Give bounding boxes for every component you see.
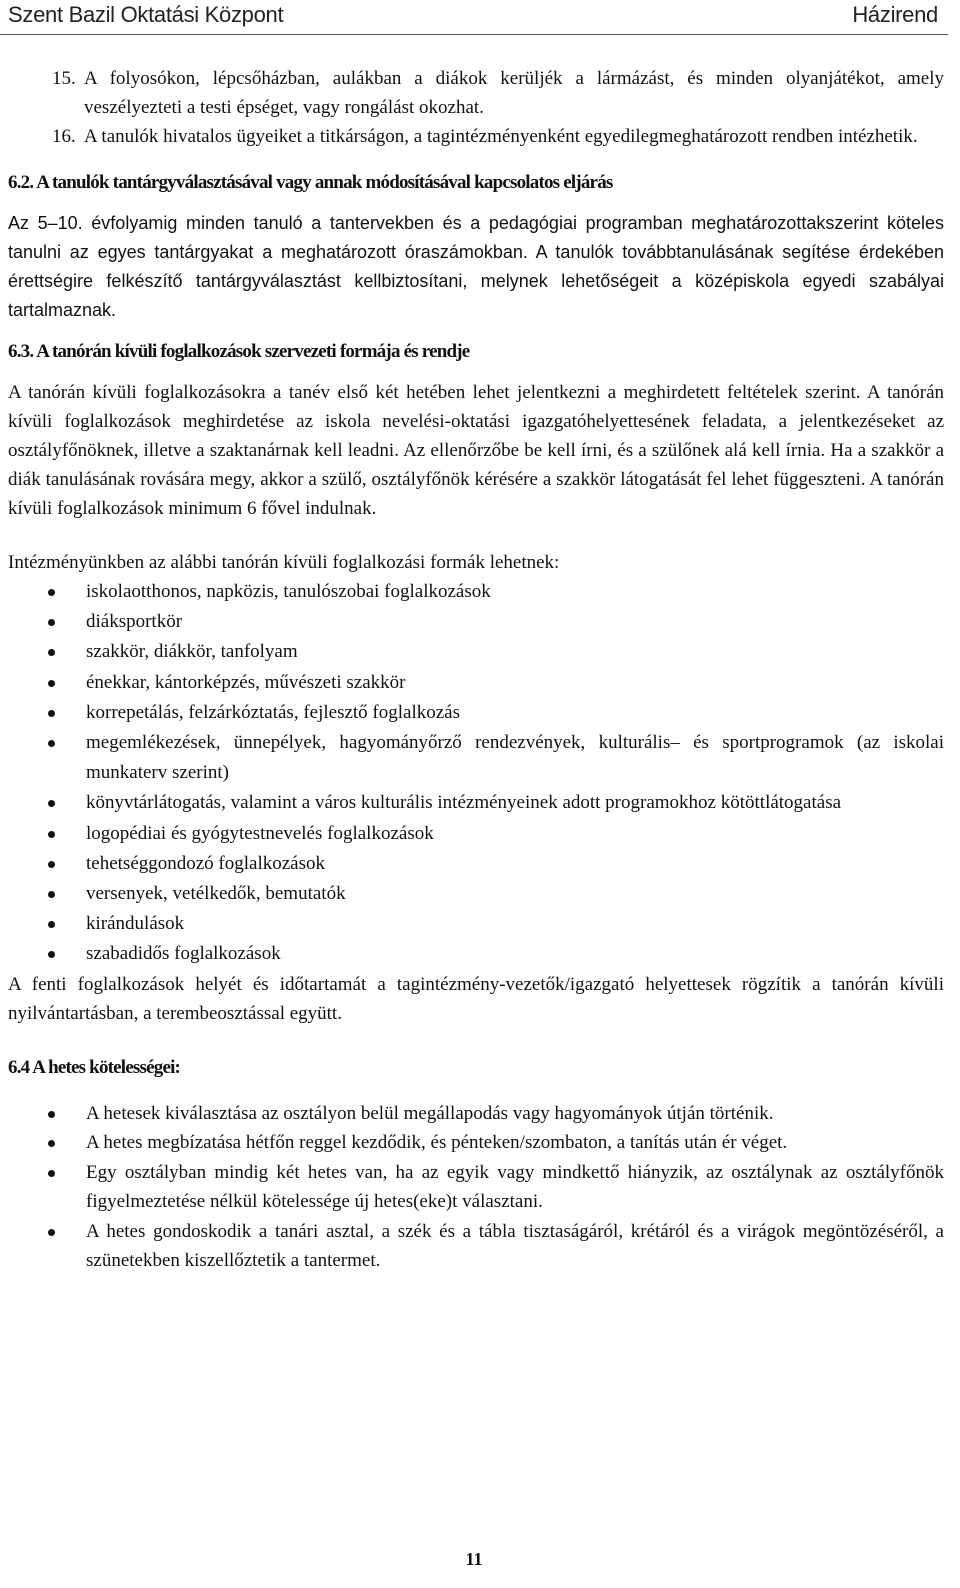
bullet-icon <box>48 800 55 807</box>
list-item-text: megemlékezések, ünnepélyek, hagyományőrző rendezvények, kulturális– és sportprogramok (az iskolai munkaterv szerint) <box>86 732 944 784</box>
bullet-icon <box>48 680 55 687</box>
activity-forms-intro: Intézményünkben az alábbi tanórán kívüli foglalkozási formák lehetnek: <box>8 552 560 573</box>
section-6-3-paragraph: A tanórán kívüli foglalkozásokra a tanév első két hetében lehet jelentkezni a meghirdetett feltételek szerint. A tanórán kívüli foglalkozások meghirdetése az iskola nevelési-oktatási igazgatóhelyettesének feladata, a jelentkezéseket az osztályfőnöknek, illetve a szaktanárnak kell leadni. Az ellenőrzőbe be kell írni, és a szülőnek alá kell írnia. Ha a szakkör a diák tanulásának rovására megy, akkor a szülő, osztályfőnök kérésére a szakkör látogatását fel lehet függeszteni. A tanórán kívüli foglalkozások minimum 6 fővel indulnak. <box>8 382 944 519</box>
list-item <box>8 577 944 607</box>
list-item <box>8 1099 944 1129</box>
rule-number: 16. <box>52 126 76 147</box>
list-item <box>8 788 944 818</box>
bullet-icon <box>48 951 55 958</box>
list-item <box>8 668 944 698</box>
list-item <box>8 819 944 849</box>
list-item-text: diáksportkör <box>86 611 183 633</box>
bullet-icon <box>48 861 55 868</box>
list-item <box>8 728 944 788</box>
bullet-icon <box>48 1229 55 1236</box>
list-item-text: A hetes megbízatása hétfőn reggel kezdődik, és pénteken/szombaton, a tanítás után ér véget. <box>86 1132 788 1154</box>
rule-item <box>8 122 944 151</box>
bullet-icon <box>48 619 55 626</box>
activity-forms-closing: A fenti foglalkozások helyét és időtartamát a tagintézmény-vezetők/igazgató helyettesek rögzítik a tanórán kívüli nyilvántartásban, a terembeosztással együtt. <box>8 973 944 1024</box>
section-heading-6-3: 6.3. A tanórán kívüli foglalkozások szervezeti formája és rendje <box>8 341 470 362</box>
page-header <box>0 0 948 35</box>
list-item <box>8 698 944 728</box>
rules-list <box>8 64 944 151</box>
list-item-text: versenyek, vetélkedők, bemutatók <box>86 883 346 905</box>
activity-forms-list <box>8 577 944 970</box>
section-6-2-paragraph <box>8 209 944 325</box>
bullet-icon <box>48 740 55 747</box>
list-item <box>8 607 944 637</box>
list-item <box>8 1128 944 1158</box>
section-heading-6-2: 6.2. A tanulók tantárgyválasztásával vagy annak módosításával kapcsolatos eljárás <box>8 172 613 193</box>
bullet-icon <box>48 1111 55 1118</box>
bullet-icon <box>48 1170 55 1177</box>
list-item <box>8 849 944 879</box>
rule-text: A tanulók hivatalos ügyeiket a titkárságon, a tagintézményenként egyedilegmeghatározott rendben intézhetik. <box>84 126 918 147</box>
list-item-text: logopédiai és gyógytestnevelés foglalkozások <box>86 822 434 844</box>
list-item-text: korrepetálás, felzárkóztatás, fejlesztő foglalkozás <box>86 701 461 723</box>
list-item <box>8 1217 944 1276</box>
bullet-icon <box>48 710 55 717</box>
list-item-text: iskolaotthonos, napközis, tanulószobai foglalkozások <box>86 581 491 602</box>
list-item-text: A hetesek kiválasztása az osztályon belül megállapodás vagy hagyományok útján történik. <box>86 1102 774 1124</box>
rule-number: 15. <box>52 68 76 89</box>
bullet-icon <box>48 921 55 928</box>
list-item <box>8 939 944 969</box>
list-item <box>8 1158 944 1217</box>
list-item-text: könyvtárlátogatás, valamint a város kulturális intézményeinek adott programokhoz kötöttlátogatása <box>86 792 842 814</box>
list-item <box>8 909 944 939</box>
weekly-duty-list <box>8 1099 944 1276</box>
section-heading-6-4: 6.4 A hetes kötelességei: <box>8 1056 181 1078</box>
list-item-text: Egy osztályban mindig két hetes van, ha az egyik vagy mindkettő hiányzik, az osztálynak az osztályfőnök figyelmeztetése nélkül kötelessége új hetes(eke)t választani. <box>86 1161 944 1213</box>
bullet-icon <box>48 649 55 656</box>
page-number: 11 <box>465 1549 483 1569</box>
rule-text: A folyosókon, lépcsőházban, aulákban a diákok kerüljék a lármázást, és minden olyanjátékot, amely veszélyezteti a testi épséget, vagy rongálást okozhat. <box>84 68 944 118</box>
list-item <box>8 637 944 667</box>
list-item-text: szabadidős foglalkozások <box>86 943 281 965</box>
list-item <box>8 879 944 909</box>
bullet-icon <box>48 1140 55 1147</box>
bullet-icon <box>48 589 55 596</box>
header-document-title: Házirend <box>852 2 938 27</box>
list-item-text: énekkar, kántorképzés, művészeti szakkör <box>86 671 406 693</box>
list-item-text: tehetséggondozó foglalkozások <box>86 852 326 874</box>
list-item-text: szakkör, diákkör, tanfolyam <box>86 641 298 663</box>
rule-item <box>8 64 944 122</box>
list-item-text: kirándulások <box>86 913 185 935</box>
list-item-text: A hetes gondoskodik a tanári asztal, a szék és a tábla tisztaságáról, krétáról és a virágok megöntözéséről, a szünetekben kiszellőztetik a tantermet. <box>86 1220 944 1272</box>
section-6-2-sentence-2: A tanulók továbbtanulásának segítése érdekében érettségire felkészítő tantárgyválasztást kellbiztosítani, melynek lehetőségeit a középiskola egyedi szabályai tartalmaznak. <box>8 242 945 320</box>
bullet-icon <box>48 891 55 898</box>
header-school-name: Szent Bazil Oktatási Központ <box>8 2 284 27</box>
section-6-2-sentence-1: Az 5–10. évfolyamig minden tanuló a tantervekben és a pedagógiai programban meghatározottakszerint köteles tanulni az egyes tantárgyakat a meghatározott óraszámokban. <box>8 213 944 262</box>
page-content <box>8 64 944 1276</box>
bullet-icon <box>48 831 55 838</box>
